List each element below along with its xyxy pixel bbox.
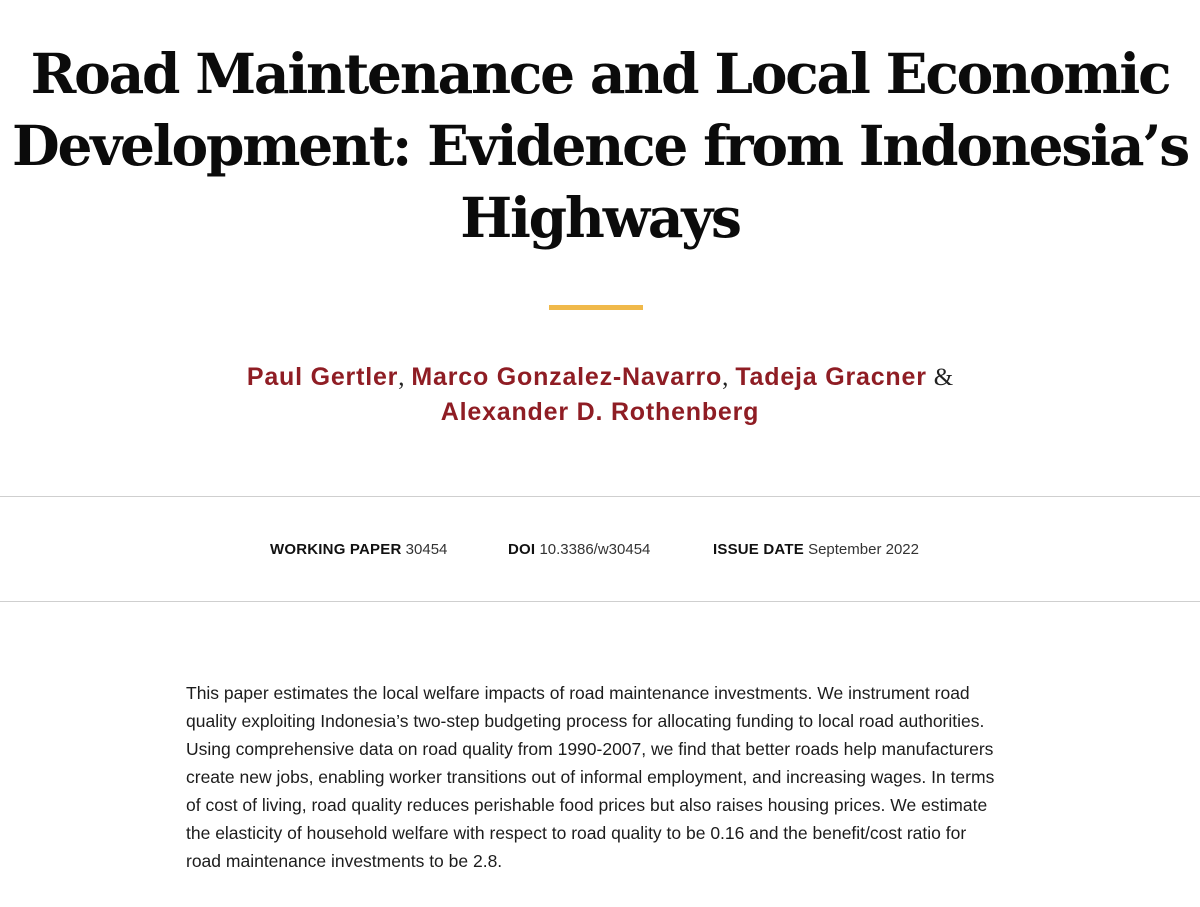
metadata-top-divider bbox=[0, 496, 1200, 497]
author-separator: , bbox=[398, 364, 405, 391]
working-paper-number: 30454 bbox=[405, 541, 448, 558]
author-separator: , bbox=[722, 364, 729, 391]
doi-label: DOI bbox=[508, 541, 536, 558]
working-paper-metadata bbox=[270, 540, 447, 560]
issue-date-metadata bbox=[713, 540, 919, 560]
metadata-bottom-divider bbox=[0, 601, 1200, 602]
title-accent-rule bbox=[549, 305, 643, 310]
doi-value: 10.3386/w30454 bbox=[539, 541, 651, 558]
author-conjunction: & bbox=[933, 364, 954, 391]
author-link-paul-gertler[interactable]: Paul Gertler bbox=[246, 363, 399, 391]
author-link-marco-gonzalez-navarro[interactable]: Marco Gonzalez-Navarro bbox=[411, 363, 723, 391]
working-paper-label: WORKING PAPER bbox=[270, 541, 402, 558]
issue-date-label: ISSUE DATE bbox=[713, 541, 804, 558]
paper-title-line-2: Development: Evidence from Indonesia’s bbox=[11, 113, 1189, 178]
paper-title-line-3: Highways bbox=[460, 185, 740, 250]
paper-title-line-1: Road Maintenance and Local Economic bbox=[30, 41, 1170, 106]
issue-date-value: September 2022 bbox=[808, 541, 919, 558]
abstract-text: This paper estimates the local welfare impacts of road maintenance investments. We instrument road quality exploiting Indonesia’s two-step budgeting process for allocating funding to local road authorities. Using comprehensive data on road quality from 1990-2007, we find that better roads help manufacturers create new jobs, enabling worker transitions out of informal employment, and increasing wages. In terms of cost of living, road quality reduces perishable food prices but also raises housing prices. We estimate the elasticity of household welfare with respect to road quality to be 0.16 and the benefit/cost ratio for road maintenance investments to be 2.8. bbox=[186, 683, 995, 871]
author-list bbox=[0, 360, 1200, 429]
author-link-tadeja-gracner[interactable]: Tadeja Gracner bbox=[735, 363, 927, 391]
paper-title bbox=[0, 38, 1200, 254]
doi-metadata bbox=[508, 540, 650, 560]
author-link-alexander-rothenberg[interactable]: Alexander D. Rothenberg bbox=[440, 398, 760, 426]
